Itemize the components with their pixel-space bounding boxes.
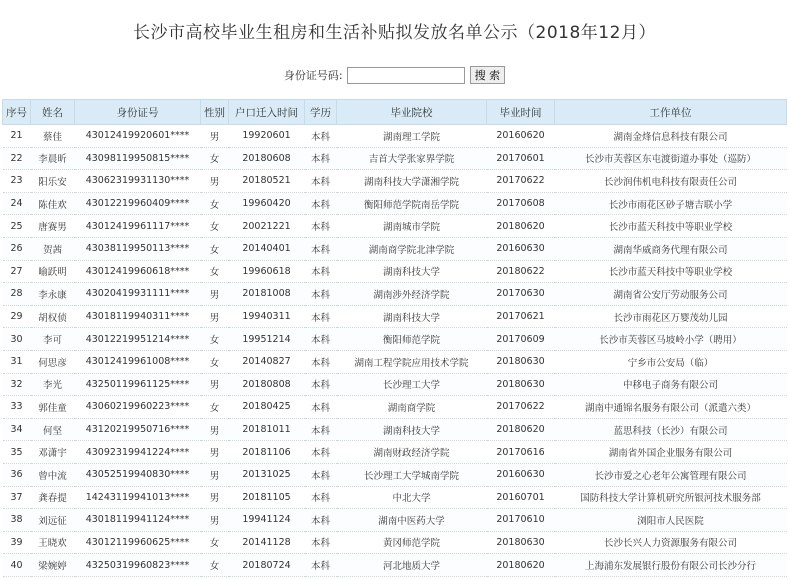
cell-school: 衡阳师范学院	[337, 328, 487, 351]
cell-index: 24	[3, 192, 31, 215]
cell-index: 25	[3, 215, 31, 238]
cell-gender: 女	[201, 531, 229, 554]
cell-school: 河北地质大学	[337, 554, 487, 577]
cell-id-number: 43020419931111****	[75, 283, 201, 306]
table-row	[3, 215, 787, 238]
cell-employer: 国防科技大学计算机研究所银河技术服务部	[555, 486, 787, 509]
cell-index: 30	[3, 328, 31, 351]
cell-graduation-date: 20180630	[487, 531, 555, 554]
cell-school: 中北大学	[337, 486, 487, 509]
cell-education: 本科	[305, 237, 337, 260]
cell-index: 27	[3, 260, 31, 283]
cell-name: 胡权侦	[31, 305, 75, 328]
cell-graduation-date: 20160630	[487, 463, 555, 486]
cell-school: 长沙理工大学	[337, 373, 487, 396]
table-header-row	[3, 100, 787, 125]
cell-gender: 女	[201, 350, 229, 373]
cell-hukou-date: 19920601	[229, 125, 305, 148]
cell-graduation-date: 20170608	[487, 192, 555, 215]
cell-index: 34	[3, 418, 31, 441]
cell-graduation-date: 20160630	[487, 237, 555, 260]
cell-hukou-date: 20140401	[229, 237, 305, 260]
cell-name: 贺茜	[31, 237, 75, 260]
cell-hukou-date: 20180425	[229, 396, 305, 419]
cell-name: 龚春提	[31, 486, 75, 509]
cell-graduation-date: 20160701	[487, 486, 555, 509]
cell-name: 李可	[31, 328, 75, 351]
cell-gender: 男	[201, 486, 229, 509]
table-row	[3, 441, 787, 464]
table-row	[3, 531, 787, 554]
cell-hukou-date: 20181106	[229, 441, 305, 464]
cell-graduation-date: 20170622	[487, 396, 555, 419]
header-school: 毕业院校	[337, 100, 487, 125]
cell-index: 28	[3, 283, 31, 306]
cell-id-number: 43062319931130****	[75, 170, 201, 193]
cell-name: 何思彦	[31, 350, 75, 373]
cell-employer: 长沙市芙蓉区马坡岭小学（聘用）	[555, 328, 787, 351]
cell-name: 阳乐安	[31, 170, 75, 193]
cell-employer: 湖南华威商务代理有限公司	[555, 237, 787, 260]
cell-education: 本科	[305, 531, 337, 554]
header-graduation-date: 毕业时间	[487, 100, 555, 125]
table-row	[3, 260, 787, 283]
cell-education: 本科	[305, 125, 337, 148]
cell-name: 唐赛男	[31, 215, 75, 238]
cell-index: 26	[3, 237, 31, 260]
cell-school: 吉首大学张家界学院	[337, 147, 487, 170]
cell-education: 本科	[305, 373, 337, 396]
cell-hukou-date: 20180724	[229, 554, 305, 577]
cell-employer: 长沙长兴人力资源服务有限公司	[555, 531, 787, 554]
cell-graduation-date: 20160620	[487, 125, 555, 148]
id-number-search-input[interactable]	[347, 67, 465, 84]
cell-gender: 男	[201, 509, 229, 532]
cell-name: 刘远征	[31, 509, 75, 532]
cell-employer: 湖南省公安厅劳动服务公司	[555, 283, 787, 306]
cell-education: 本科	[305, 260, 337, 283]
search-label: 身份证号码:	[283, 69, 343, 82]
subsidy-list-table	[2, 99, 787, 577]
cell-graduation-date: 20180630	[487, 350, 555, 373]
cell-education: 本科	[305, 509, 337, 532]
cell-name: 陈佳欢	[31, 192, 75, 215]
cell-id-number: 43012419920601****	[75, 125, 201, 148]
cell-school: 湖南涉外经济学院	[337, 283, 487, 306]
cell-hukou-date: 20180808	[229, 373, 305, 396]
cell-gender: 男	[201, 283, 229, 306]
cell-graduation-date: 20170616	[487, 441, 555, 464]
table-row	[3, 486, 787, 509]
cell-name: 曾中流	[31, 463, 75, 486]
cell-id-number: 43018119940311****	[75, 305, 201, 328]
header-employer: 工作单位	[555, 100, 787, 125]
cell-id-number: 43098119950815****	[75, 147, 201, 170]
cell-hukou-date: 20140827	[229, 350, 305, 373]
cell-gender: 男	[201, 463, 229, 486]
cell-hukou-date: 19960618	[229, 260, 305, 283]
table-row	[3, 305, 787, 328]
cell-graduation-date: 20170601	[487, 147, 555, 170]
cell-education: 本科	[305, 486, 337, 509]
cell-school: 湖南商学院	[337, 396, 487, 419]
cell-graduation-date: 20180620	[487, 418, 555, 441]
search-button[interactable]: 搜 索	[470, 66, 506, 84]
cell-gender: 女	[201, 192, 229, 215]
cell-employer: 长沙市芙蓉区东屯渡街道办事处（巡防）	[555, 147, 787, 170]
cell-id-number: 43092319941224****	[75, 441, 201, 464]
cell-gender: 女	[201, 328, 229, 351]
cell-index: 32	[3, 373, 31, 396]
cell-education: 本科	[305, 192, 337, 215]
cell-name: 郭佳童	[31, 396, 75, 419]
cell-gender: 女	[201, 396, 229, 419]
cell-graduation-date: 20180630	[487, 373, 555, 396]
cell-id-number: 43250319960823****	[75, 554, 201, 577]
cell-employer: 长沙市雨花区万婴茂幼儿园	[555, 305, 787, 328]
cell-education: 本科	[305, 396, 337, 419]
cell-school: 湖南工程学院应用技术学院	[337, 350, 487, 373]
cell-gender: 女	[201, 260, 229, 283]
table-row	[3, 125, 787, 148]
cell-index: 40	[3, 554, 31, 577]
cell-education: 本科	[305, 328, 337, 351]
cell-id-number: 43012419961117****	[75, 215, 201, 238]
table-row	[3, 373, 787, 396]
cell-name: 何坚	[31, 418, 75, 441]
cell-graduation-date: 20180620	[487, 554, 555, 577]
cell-id-number: 43012219951214****	[75, 328, 201, 351]
cell-hukou-date: 19951214	[229, 328, 305, 351]
table-row	[3, 170, 787, 193]
cell-employer: 长沙市爱之心老年公寓管理有限公司	[555, 463, 787, 486]
cell-name: 王晓欢	[31, 531, 75, 554]
cell-hukou-date: 19940311	[229, 305, 305, 328]
cell-employer: 中移电子商务有限公司	[555, 373, 787, 396]
cell-name: 李晨昕	[31, 147, 75, 170]
cell-name: 蔡佳	[31, 125, 75, 148]
cell-id-number: 43250119961125****	[75, 373, 201, 396]
cell-employer: 宁乡市公安局（临）	[555, 350, 787, 373]
cell-school: 长沙理工大学城南学院	[337, 463, 487, 486]
cell-school: 湖南科技大学潇湘学院	[337, 170, 487, 193]
cell-education: 本科	[305, 305, 337, 328]
cell-education: 本科	[305, 418, 337, 441]
cell-employer: 长沙市雨花区砂子塘吉联小学	[555, 192, 787, 215]
cell-id-number: 43052519940830****	[75, 463, 201, 486]
cell-name: 李永康	[31, 283, 75, 306]
cell-graduation-date: 20180620	[487, 215, 555, 238]
table-row	[3, 463, 787, 486]
cell-name: 喻跃明	[31, 260, 75, 283]
cell-gender: 女	[201, 147, 229, 170]
cell-gender: 男	[201, 441, 229, 464]
cell-education: 本科	[305, 170, 337, 193]
cell-education: 本科	[305, 350, 337, 373]
header-index: 序号	[3, 100, 31, 125]
cell-id-number: 43038119950113****	[75, 237, 201, 260]
cell-education: 本科	[305, 463, 337, 486]
cell-graduation-date: 20170621	[487, 305, 555, 328]
cell-employer: 长沙润伟机电科技有限责任公司	[555, 170, 787, 193]
cell-id-number: 43012419961008****	[75, 350, 201, 373]
cell-index: 22	[3, 147, 31, 170]
search-bar	[0, 66, 789, 84]
cell-id-number: 43060219960223****	[75, 396, 201, 419]
table-row	[3, 509, 787, 532]
header-name: 姓名	[31, 100, 75, 125]
cell-gender: 女	[201, 215, 229, 238]
cell-name: 邓潇宇	[31, 441, 75, 464]
cell-index: 36	[3, 463, 31, 486]
cell-gender: 男	[201, 305, 229, 328]
cell-gender: 男	[201, 170, 229, 193]
cell-name: 李光	[31, 373, 75, 396]
table-row	[3, 554, 787, 577]
header-hukou-date: 户口迁入时间	[229, 100, 305, 125]
cell-graduation-date: 20180622	[487, 260, 555, 283]
cell-hukou-date: 20180521	[229, 170, 305, 193]
cell-graduation-date: 20170610	[487, 509, 555, 532]
cell-index: 39	[3, 531, 31, 554]
cell-index: 37	[3, 486, 31, 509]
cell-index: 31	[3, 350, 31, 373]
cell-school: 湖南财政经济学院	[337, 441, 487, 464]
page-title: 长沙市高校毕业生租房和生活补贴拟发放名单公示（2018年12月）	[133, 23, 656, 43]
table-row	[3, 283, 787, 306]
cell-gender: 女	[201, 237, 229, 260]
cell-employer: 湖南中通锦名服务有限公司（派遣六类）	[555, 396, 787, 419]
cell-index: 33	[3, 396, 31, 419]
cell-hukou-date: 20181011	[229, 418, 305, 441]
cell-education: 本科	[305, 147, 337, 170]
cell-school: 黄冈师范学院	[337, 531, 487, 554]
cell-gender: 男	[201, 418, 229, 441]
cell-graduation-date: 20170609	[487, 328, 555, 351]
cell-index: 35	[3, 441, 31, 464]
cell-id-number: 43012219960409****	[75, 192, 201, 215]
cell-employer: 浏阳市人民医院	[555, 509, 787, 532]
cell-graduation-date: 20170622	[487, 170, 555, 193]
cell-employer: 蓝思科技（长沙）有限公司	[555, 418, 787, 441]
cell-education: 本科	[305, 215, 337, 238]
table-row	[3, 350, 787, 373]
header-id-number: 身份证号	[75, 100, 201, 125]
cell-id-number: 14243119941013****	[75, 486, 201, 509]
cell-id-number: 43012419960618****	[75, 260, 201, 283]
cell-hukou-date: 20141128	[229, 531, 305, 554]
cell-education: 本科	[305, 283, 337, 306]
cell-employer: 长沙市蓝天科技中等职业学校	[555, 215, 787, 238]
cell-school: 湖南商学院北津学院	[337, 237, 487, 260]
cell-employer: 湖南省外国企业服务有限公司	[555, 441, 787, 464]
cell-school: 湖南城市学院	[337, 215, 487, 238]
cell-index: 21	[3, 125, 31, 148]
cell-school: 湖南理工学院	[337, 125, 487, 148]
cell-name: 梁婉婷	[31, 554, 75, 577]
cell-id-number: 43018119941124****	[75, 509, 201, 532]
cell-id-number: 43012119960625****	[75, 531, 201, 554]
cell-gender: 女	[201, 554, 229, 577]
cell-hukou-date: 20021221	[229, 215, 305, 238]
header-gender: 性别	[201, 100, 229, 125]
cell-gender: 男	[201, 373, 229, 396]
cell-graduation-date: 20170630	[487, 283, 555, 306]
cell-school: 湖南科技大学	[337, 260, 487, 283]
header-education: 学历	[305, 100, 337, 125]
cell-hukou-date: 20181105	[229, 486, 305, 509]
table-row	[3, 147, 787, 170]
cell-index: 29	[3, 305, 31, 328]
cell-index: 38	[3, 509, 31, 532]
cell-hukou-date: 20131025	[229, 463, 305, 486]
cell-gender: 男	[201, 125, 229, 148]
table-row	[3, 328, 787, 351]
cell-school: 湖南科技大学	[337, 418, 487, 441]
cell-education: 本科	[305, 441, 337, 464]
table-row	[3, 418, 787, 441]
table-row	[3, 237, 787, 260]
cell-hukou-date: 20181008	[229, 283, 305, 306]
cell-employer: 长沙市蓝天科技中等职业学校	[555, 260, 787, 283]
cell-hukou-date: 20180608	[229, 147, 305, 170]
table-row	[3, 192, 787, 215]
cell-education: 本科	[305, 554, 337, 577]
cell-school: 衡阳师范学院南岳学院	[337, 192, 487, 215]
cell-index: 23	[3, 170, 31, 193]
cell-employer: 湖南金烽信息科技有限公司	[555, 125, 787, 148]
cell-school: 湖南中医药大学	[337, 509, 487, 532]
cell-employer: 上海浦东发展银行股份有限公司长沙分行	[555, 554, 787, 577]
cell-id-number: 43120219950716****	[75, 418, 201, 441]
cell-hukou-date: 19941124	[229, 509, 305, 532]
cell-school: 湖南科技大学	[337, 305, 487, 328]
cell-hukou-date: 19960420	[229, 192, 305, 215]
table-row	[3, 396, 787, 419]
